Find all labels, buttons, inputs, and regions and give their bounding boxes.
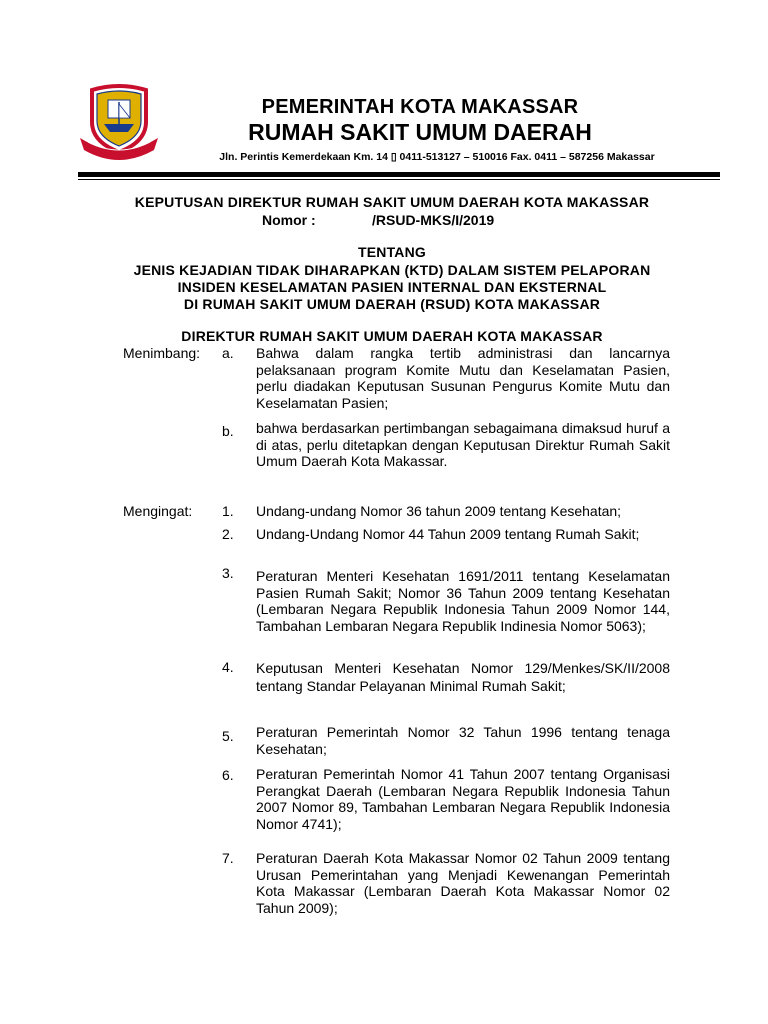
subject-line-1: JENIS KEJADIAN TIDAK DIHARAPKAN (KTD) DALAM SISTEM PELAPORAN [133,262,651,278]
mengingat-text-1: Undang-undang Nomor 36 tahun 2009 tentang Kesehatan; [256,503,622,519]
letterhead-rule [78,172,720,177]
subject-line-2: INSIDEN KESELAMATAN PASIEN INTERNAL DAN EKSTERNAL [177,279,607,295]
mengingat-marker-6: 6. [222,767,234,783]
decree-heading: KEPUTUSAN DIREKTUR RUMAH SAKIT UMUM DAERAH KOTA MAKASSAR [134,194,650,210]
menimbang-marker-b: b. [222,423,234,439]
menimbang-marker-a: a. [222,345,234,361]
menimbang-label: Menimbang: [123,345,201,361]
subject-line-3: DI RUMAH SAKIT UMUM DAERAH (RSUD) KOTA MAKASSAR [183,296,601,312]
mengingat-text-3: Peraturan Menteri Kesehatan 1691/2011 tentang Keselamatan Pasien Rumah Sakit; Nomor 36 Tahun 2009 tentang Kesehatan (Lembaran Negara Republik Indonesia Tahun 2009 Nomor 144, Tambahan Lembaran Negara Republik Indinesia Nomor 5063); [256,568,670,634]
mengingat-marker-5: 5. [222,728,234,744]
mengingat-marker-3: 3. [222,565,234,581]
mengingat-marker-7: 7. [222,850,234,866]
mengingat-text-2: Undang-Undang Nomor 44 Tahun 2009 tentang Rumah Sakit; [256,526,640,542]
letterhead-rule-thin [78,179,720,180]
mengingat-marker-1: 1. [222,503,234,519]
mengingat-text-5: Peraturan Pemerintah Nomor 32 Tahun 1996 tentang tenaga Kesehatan; [256,724,670,757]
hospital-address: Jln. Perintis Kemerdekaan Km. 14 ▯ 0411-513127 – 510016 Fax. 0411 – 587256 Makassar [219,151,655,163]
mengingat-text-7: Peraturan Daerah Kota Makassar Nomor 02 Tahun 2009 tentang Urusan Pemerintahan yang Menjadi Kewenangan Pemerintah Kota Makassar (Lembaran Daerah Kota Makassar Nomor 02 Tahun 2009); [256,850,670,916]
tentang-label: TENTANG [357,244,427,260]
mengingat-text-4: Keputusan Menteri Kesehatan Nomor 129/Menkes/SK/II/2008 tentang Standar Pelayanan Minimal Rumah Sakit; [256,660,670,694]
mengingat-marker-2: 2. [222,526,234,542]
makassar-city-emblem-icon [78,80,160,162]
decree-number-label: Nomor : [262,212,316,228]
government-name: PEMERINTAH KOTA MAKASSAR [261,96,579,118]
menimbang-text-b: bahwa berdasarkan pertimbangan sebagaimana dimaksud huruf a di atas, perlu ditetapkan dengan Keputusan Direktur Rumah Sakit Umum Daerah Kota Makassar. [256,420,670,469]
decree-number [262,212,495,228]
mengingat-marker-4: 4. [222,659,234,675]
hospital-name: RUMAH SAKIT UMUM DAERAH [248,119,592,145]
mengingat-text-6: Peraturan Pemerintah Nomor 41 Tahun 2007 tentang Organisasi Perangkat Daerah (Lembaran Negara Republik Indonesia Tahun 2007 Nomor 89, Tambahan Lembaran Negara Republik Indonesia Nomor 4741); [256,766,670,832]
mengingat-label: Mengingat: [123,503,193,519]
issuer-title: DIREKTUR RUMAH SAKIT UMUM DAERAH KOTA MAKASSAR [181,328,603,344]
decree-number-value: /RSUD-MKS/I/2019 [372,212,495,228]
menimbang-text-a: Bahwa dalam rangka tertib administrasi dan lancarnya pelaksanaan program Komite Mutu dan Keselamatan Pasien, perlu diadakan Keputusan Susunan Pengurus Komite Mutu dan Keselamatan Pasien; [256,345,670,411]
